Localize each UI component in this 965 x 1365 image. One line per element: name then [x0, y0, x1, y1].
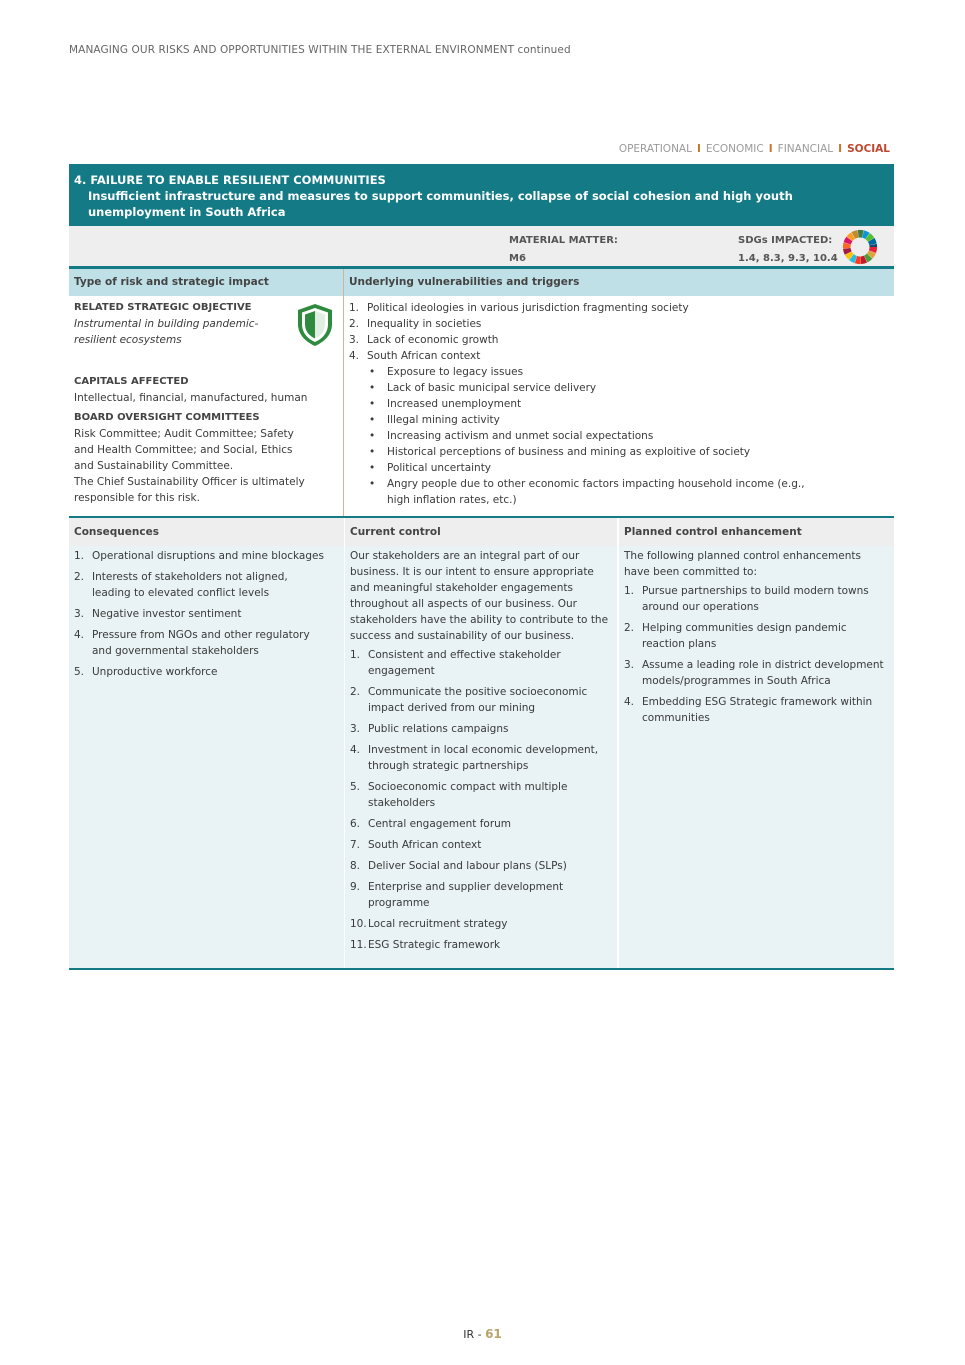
risk-meta-band	[69, 226, 894, 269]
current-control-list	[350, 647, 612, 953]
planned-control-body	[619, 546, 894, 741]
list-item: 4. Pressure from NGOs and other regulatory and governmental stakeholders	[74, 629, 310, 657]
list-item: 5. Socioeconomic compact with multiple stakeholders	[350, 781, 568, 809]
sdgs-impacted	[738, 232, 838, 268]
list-item: 8. Deliver Social and labour plans (SLPs)	[350, 860, 567, 872]
board-committees-label: BOARD OVERSIGHT COMMITTEES	[74, 412, 260, 423]
sa-context-bullets	[369, 364, 809, 508]
page-footer	[0, 1327, 965, 1341]
consequences-column	[69, 518, 344, 968]
bullet-item: • Exposure to legacy issues	[369, 364, 809, 380]
bullet-item: • Increasing activism and unmet social expectations	[369, 428, 809, 444]
vulnerabilities-list	[349, 300, 889, 364]
category-financial: FINANCIAL	[777, 143, 834, 155]
list-item: 2. Interests of stakeholders not aligned, leading to elevated conflict levels	[74, 571, 288, 599]
risk-subtitle: Insufficient infrastructure and measures to support communities, collapse of social cohesion and high youth unemployment in South Africa	[88, 189, 793, 219]
list-item: 2. Communicate the positive socioeconomic impact derived from our mining	[350, 686, 588, 714]
current-control-body	[345, 546, 617, 968]
board-committees-note: The Chief Sustainability Officer is ultimately responsible for this risk.	[74, 476, 305, 504]
list-item: 6. Central engagement forum	[350, 818, 512, 830]
risk-type-header: Type of risk and strategic impact	[69, 269, 343, 296]
current-control-intro: Our stakeholders are an integral part of our business. It is our intent to ensure appropriate and meaningful stakeholder engagements throughout all aspects of our business. Our stakeholders have the ability to contribute to the success and sustainability of our business.	[350, 550, 609, 642]
list-item: 1. Political ideologies in various jurisdiction fragmenting society	[349, 302, 689, 314]
list-item: 2. Inequality in societies	[349, 318, 482, 330]
risk-lower-section	[69, 518, 894, 970]
vulnerabilities-header: Underlying vulnerabilities and triggers	[344, 269, 894, 296]
risk-upper-section	[69, 269, 894, 518]
sdg-wheel-icon	[841, 228, 879, 266]
list-item: 7. South African context	[350, 839, 482, 851]
planned-control-column	[619, 518, 894, 968]
bullet-item: • Historical perceptions of business and mining as exploitive of society	[369, 444, 809, 460]
vulnerabilities-column	[344, 269, 894, 516]
list-item: 3. Public relations campaigns	[350, 723, 509, 735]
bullet-item: • Lack of basic municipal service delivery	[369, 380, 809, 396]
list-item: 11. ESG Strategic framework	[350, 939, 501, 951]
list-item: 1. Operational disruptions and mine blockages	[74, 550, 324, 562]
sdgs-label: SDGs IMPACTED:	[738, 235, 833, 246]
sdgs-value: 1.4, 8.3, 9.3, 10.4	[738, 253, 838, 264]
consequences-list	[74, 548, 324, 680]
risk-type-body	[69, 296, 343, 514]
bullet-item: • Increased unemployment	[369, 396, 809, 412]
bullet-item: • Angry people due to other economic factors impacting household income (e.g., high inflation rates, etc.)	[369, 476, 809, 508]
page-number: 61	[485, 1327, 502, 1341]
list-item: 2. Helping communities design pandemic reaction plans	[624, 622, 847, 650]
footer-prefix: IR -	[463, 1328, 486, 1341]
category-separator: I	[768, 143, 773, 155]
running-head: MANAGING OUR RISKS AND OPPORTUNITIES WITHIN THE EXTERNAL ENVIRONMENT continued	[69, 44, 571, 56]
strategic-objective-value: Instrumental in building pandemic-resilient ecosystems	[74, 318, 259, 346]
consequences-body	[69, 546, 344, 695]
material-matter-value: M6	[509, 253, 526, 264]
capitals-affected-value: Intellectual, financial, manufactured, human	[74, 392, 308, 404]
planned-control-list	[624, 583, 889, 726]
list-item: 3. Assume a leading role in district development models/programmes in South Africa	[624, 659, 884, 687]
current-control-column	[344, 518, 619, 968]
list-item: 4. Investment in local economic development, through strategic partnerships	[350, 744, 599, 772]
category-nav	[619, 143, 890, 155]
category-separator: I	[696, 143, 701, 155]
category-operational: OPERATIONAL	[618, 143, 692, 155]
list-item: 1. Consistent and effective stakeholder engagement	[350, 649, 561, 677]
category-social-active: SOCIAL	[847, 143, 890, 155]
category-economic: ECONOMIC	[705, 143, 764, 155]
risk-title-band	[69, 164, 894, 226]
material-matter-label: MATERIAL MATTER:	[509, 235, 618, 246]
current-control-header: Current control	[345, 518, 617, 546]
vulnerabilities-body	[344, 296, 894, 516]
risk-type-column	[69, 269, 344, 516]
bullet-item: • Political uncertainty	[369, 460, 809, 476]
board-committees-value: Risk Committee; Audit Committee; Safety and Health Committee; and Social, Ethics and Sustainability Committee.	[74, 428, 294, 472]
list-item: 9. Enterprise and supplier development programme	[350, 881, 564, 909]
risk-title: 4. FAILURE TO ENABLE RESILIENT COMMUNITIES	[74, 173, 386, 187]
list-item: 5. Unproductive workforce	[74, 666, 218, 678]
risk-card	[69, 164, 894, 970]
list-item: 1. Pursue partnerships to build modern towns around our operations	[624, 585, 869, 613]
planned-control-intro: The following planned control enhancements have been committed to:	[624, 550, 861, 578]
list-item: 3. Lack of economic growth	[349, 334, 499, 346]
consequences-header: Consequences	[69, 518, 344, 546]
bullet-item: • Illegal mining activity	[369, 412, 809, 428]
list-item: 4. Embedding ESG Strategic framework within communities	[624, 696, 873, 724]
planned-control-header: Planned control enhancement	[619, 518, 894, 546]
shield-icon	[295, 302, 335, 348]
list-item: 3. Negative investor sentiment	[74, 608, 242, 620]
list-item: 10. Local recruitment strategy	[350, 918, 508, 930]
strategic-objective-label: RELATED STRATEGIC OBJECTIVE	[74, 302, 252, 313]
category-separator: I	[838, 143, 843, 155]
list-item: 4. South African context	[349, 350, 481, 362]
material-matter	[509, 232, 618, 268]
capitals-affected-label: CAPITALS AFFECTED	[74, 376, 189, 387]
